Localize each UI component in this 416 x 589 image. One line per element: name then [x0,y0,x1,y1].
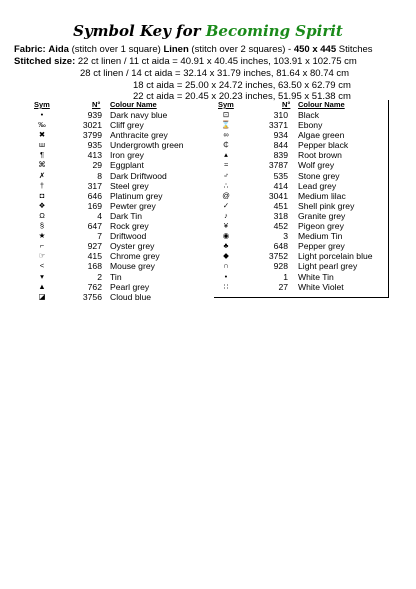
floss-number: 29 [92,160,102,171]
colour-name: Iron grey [110,150,144,161]
key-row [34,130,214,140]
fabric-aida: Aida [48,44,69,55]
page-title [0,22,416,40]
header-sym-left: Sym [34,100,50,109]
colour-name: Pepper black [298,140,349,151]
symbol-icon: ◆ [223,251,229,261]
floss-number: 3371 [268,120,288,131]
floss-number: 935 [87,140,102,151]
stitched-size-label: Stitched size: [14,56,76,67]
key-row [34,272,214,282]
key-row [34,231,214,241]
symbol-icon: ♣ [223,241,229,251]
floss-number: 4 [97,210,102,221]
floss-number: 646 [87,190,102,201]
colour-name: White Violet [298,281,344,292]
symbol-icon: † [39,180,45,190]
colour-name: Light porcelain blue [298,251,373,262]
symbol-icon: ☞ [38,251,46,261]
key-row [34,120,214,130]
key-row [218,181,388,191]
header-sym-right: Sym [218,100,234,109]
key-row [218,191,388,201]
stitched-size-value: 22 ct linen / 11 ct aida = 40.91 x 40.45 inches, 103.91 x 102.75 cm [77,56,357,67]
colour-name: Anthracite grey [110,130,168,141]
key-row [34,292,214,302]
key-row [218,241,388,251]
key-row [218,140,388,150]
floss-number: 2 [97,271,102,282]
right-key-list [218,110,388,292]
floss-number: 647 [87,221,102,232]
key-row [218,282,388,292]
symbol-icon: • [40,110,44,119]
colour-name: Light pearl grey [298,261,358,272]
floss-number: 839 [273,150,288,161]
title-prefix: Symbol Key for [73,22,201,40]
symbol-icon: ▲ [38,281,46,291]
floss-number: 3799 [82,130,102,141]
symbol-icon: ∞ [223,130,229,140]
key-row [34,140,214,150]
colour-name: Tin [110,271,122,282]
key-row [218,130,388,140]
symbol-icon: ▴ [224,150,228,160]
floss-number: 1 [283,271,288,282]
symbol-icon: ✓ [222,200,230,210]
floss-number: 318 [273,210,288,221]
colour-name: Platinum grey [110,190,163,201]
floss-number: 3041 [268,190,288,201]
header-name-left: Colour Name [110,100,157,109]
symbol-icon: ¥ [223,221,229,231]
colour-name: Steel grey [110,180,149,191]
symbol-icon: ✖ [38,130,46,140]
key-row [34,211,214,221]
fabric-linen-note: (stitch over 2 squares) - [191,44,292,55]
floss-number: 3756 [82,291,102,302]
key-row [34,150,214,160]
symbol-icon: ⌘ [38,160,46,170]
colour-name: Dark Tin [110,210,142,221]
symbol-icon: ⌐ [39,241,45,251]
key-row [34,261,214,271]
floss-number: 451 [273,200,288,211]
colour-name: Stone grey [298,170,340,181]
stitched-size-line-1 [14,56,357,67]
colour-name: Eggplant [110,160,144,171]
key-row [218,201,388,211]
floss-number: 3021 [82,120,102,131]
floss-number: 3 [283,231,288,242]
key-box-right-border [388,100,389,298]
floss-number: 27 [278,281,288,292]
symbol-icon: ⊡ [222,110,230,119]
floss-number: 413 [87,150,102,161]
symbol-icon: ш [38,140,46,150]
key-row [34,201,214,211]
floss-number: 844 [273,140,288,151]
key-row [218,272,388,282]
floss-number: 535 [273,170,288,181]
colour-name: Black [298,110,320,120]
floss-number: 414 [273,180,288,191]
floss-number: 3752 [268,251,288,262]
left-key-list [34,110,214,302]
symbol-icon: § [39,221,45,231]
symbol-icon: ♂ [223,170,229,180]
colour-name: Dark navy blue [110,110,168,120]
header-num-left: N° [92,100,101,109]
colour-name: Ebony [298,120,323,131]
header-num-right: N° [282,100,291,109]
floss-number: 452 [273,221,288,232]
key-row [34,171,214,181]
colour-name: Mouse grey [110,261,155,272]
symbol-icon: ❖ [38,200,46,210]
floss-number: 7 [97,231,102,242]
colour-name: White Tin [298,271,334,282]
symbol-icon: ▾ [40,271,44,281]
floss-number: 169 [87,200,102,211]
symbol-icon: ≈ [223,160,229,170]
symbol-icon: ₵ [223,140,229,150]
stitched-size-line-4: 22 ct aida = 20.45 x 20.23 inches, 51.95 x 51.38 cm [133,91,351,102]
colour-name: Dark Driftwood [110,170,167,181]
key-row [218,171,388,181]
symbol-icon: ♪ [224,210,228,220]
colour-name: Oyster grey [110,241,155,252]
key-row [218,211,388,221]
key-row [34,110,214,120]
key-row [218,150,388,160]
key-row [34,191,214,201]
floss-number: 939 [87,110,102,120]
colour-name: Medium lilac [298,190,346,201]
key-row [34,282,214,292]
key-row [218,110,388,120]
colour-name: Driftwood [110,231,147,242]
symbol-icon: ‰ [38,120,46,130]
stitched-size-line-3: 18 ct aida = 25.00 x 24.72 inches, 63.50 x 62.79 cm [133,80,351,91]
fabric-stitches-unit: Stitches [338,44,373,55]
colour-name: Undergrowth green [110,140,184,151]
floss-number: 317 [87,180,102,191]
symbol-icon: Ω [39,210,45,220]
fabric-label: Fabric: [14,44,46,55]
symbol-icon: • [224,271,228,281]
floss-number: 415 [87,251,102,262]
symbol-icon: ∴ [223,180,229,190]
key-row [34,181,214,191]
symbol-icon: < [39,261,45,271]
colour-name: Chrome grey [110,251,160,262]
symbol-icon: ⌛ [221,120,231,130]
fabric-linen: Linen [163,44,189,55]
colour-name: Root brown [298,150,342,161]
colour-name: Pearl grey [110,281,150,292]
symbol-icon: ★ [38,231,46,241]
pattern-name: Becoming Spirit [205,22,343,40]
floss-number: 168 [87,261,102,272]
fabric-stitches: 450 x 445 [293,44,337,55]
symbol-icon: ∩ [223,261,229,271]
key-row [218,251,388,261]
key-row [34,251,214,261]
floss-number: 3787 [268,160,288,171]
symbol-icon: ◘ [39,190,45,200]
fabric-line [14,44,373,55]
colour-name: Pigeon grey [298,221,344,232]
key-row [218,120,388,130]
colour-name: Rock grey [110,221,149,232]
colour-name: Wolf grey [298,160,335,171]
key-row [34,221,214,231]
key-box-bottom-border [214,297,389,298]
key-row [218,221,388,231]
symbol-icon: @ [222,190,230,200]
floss-number: 310 [273,110,288,120]
floss-number: 927 [87,241,102,252]
symbol-icon: ◪ [38,291,46,301]
symbol-icon: ∷ [223,281,229,291]
colour-name: Shell pink grey [298,200,355,211]
key-row [218,160,388,170]
colour-name: Medium Tin [298,231,343,242]
colour-name: Lead grey [298,180,337,191]
key-row [218,261,388,271]
key-row [34,241,214,251]
symbol-icon: ◉ [222,231,230,241]
colour-name: Pepper grey [298,241,345,252]
symbol-icon: ✗ [38,170,46,180]
key-row [34,160,214,170]
key-row [218,231,388,241]
floss-number: 762 [87,281,102,292]
colour-name: Granite grey [298,210,346,221]
fabric-aida-note: (stitch over 1 square) [71,44,161,55]
colour-name: Algae green [298,130,345,141]
colour-name: Cloud blue [110,291,152,302]
colour-name: Pewter grey [110,200,156,211]
floss-number: 8 [97,170,102,181]
header-name-right: Colour Name [298,100,345,109]
floss-number: 648 [273,241,288,252]
stitched-size-line-2: 28 ct linen / 14 ct aida = 32.14 x 31.79 inches, 81.64 x 80.74 cm [80,68,350,79]
floss-number: 928 [273,261,288,272]
symbol-icon: ¶ [39,150,45,160]
colour-name: Cliff grey [110,120,144,131]
floss-number: 934 [273,130,288,141]
